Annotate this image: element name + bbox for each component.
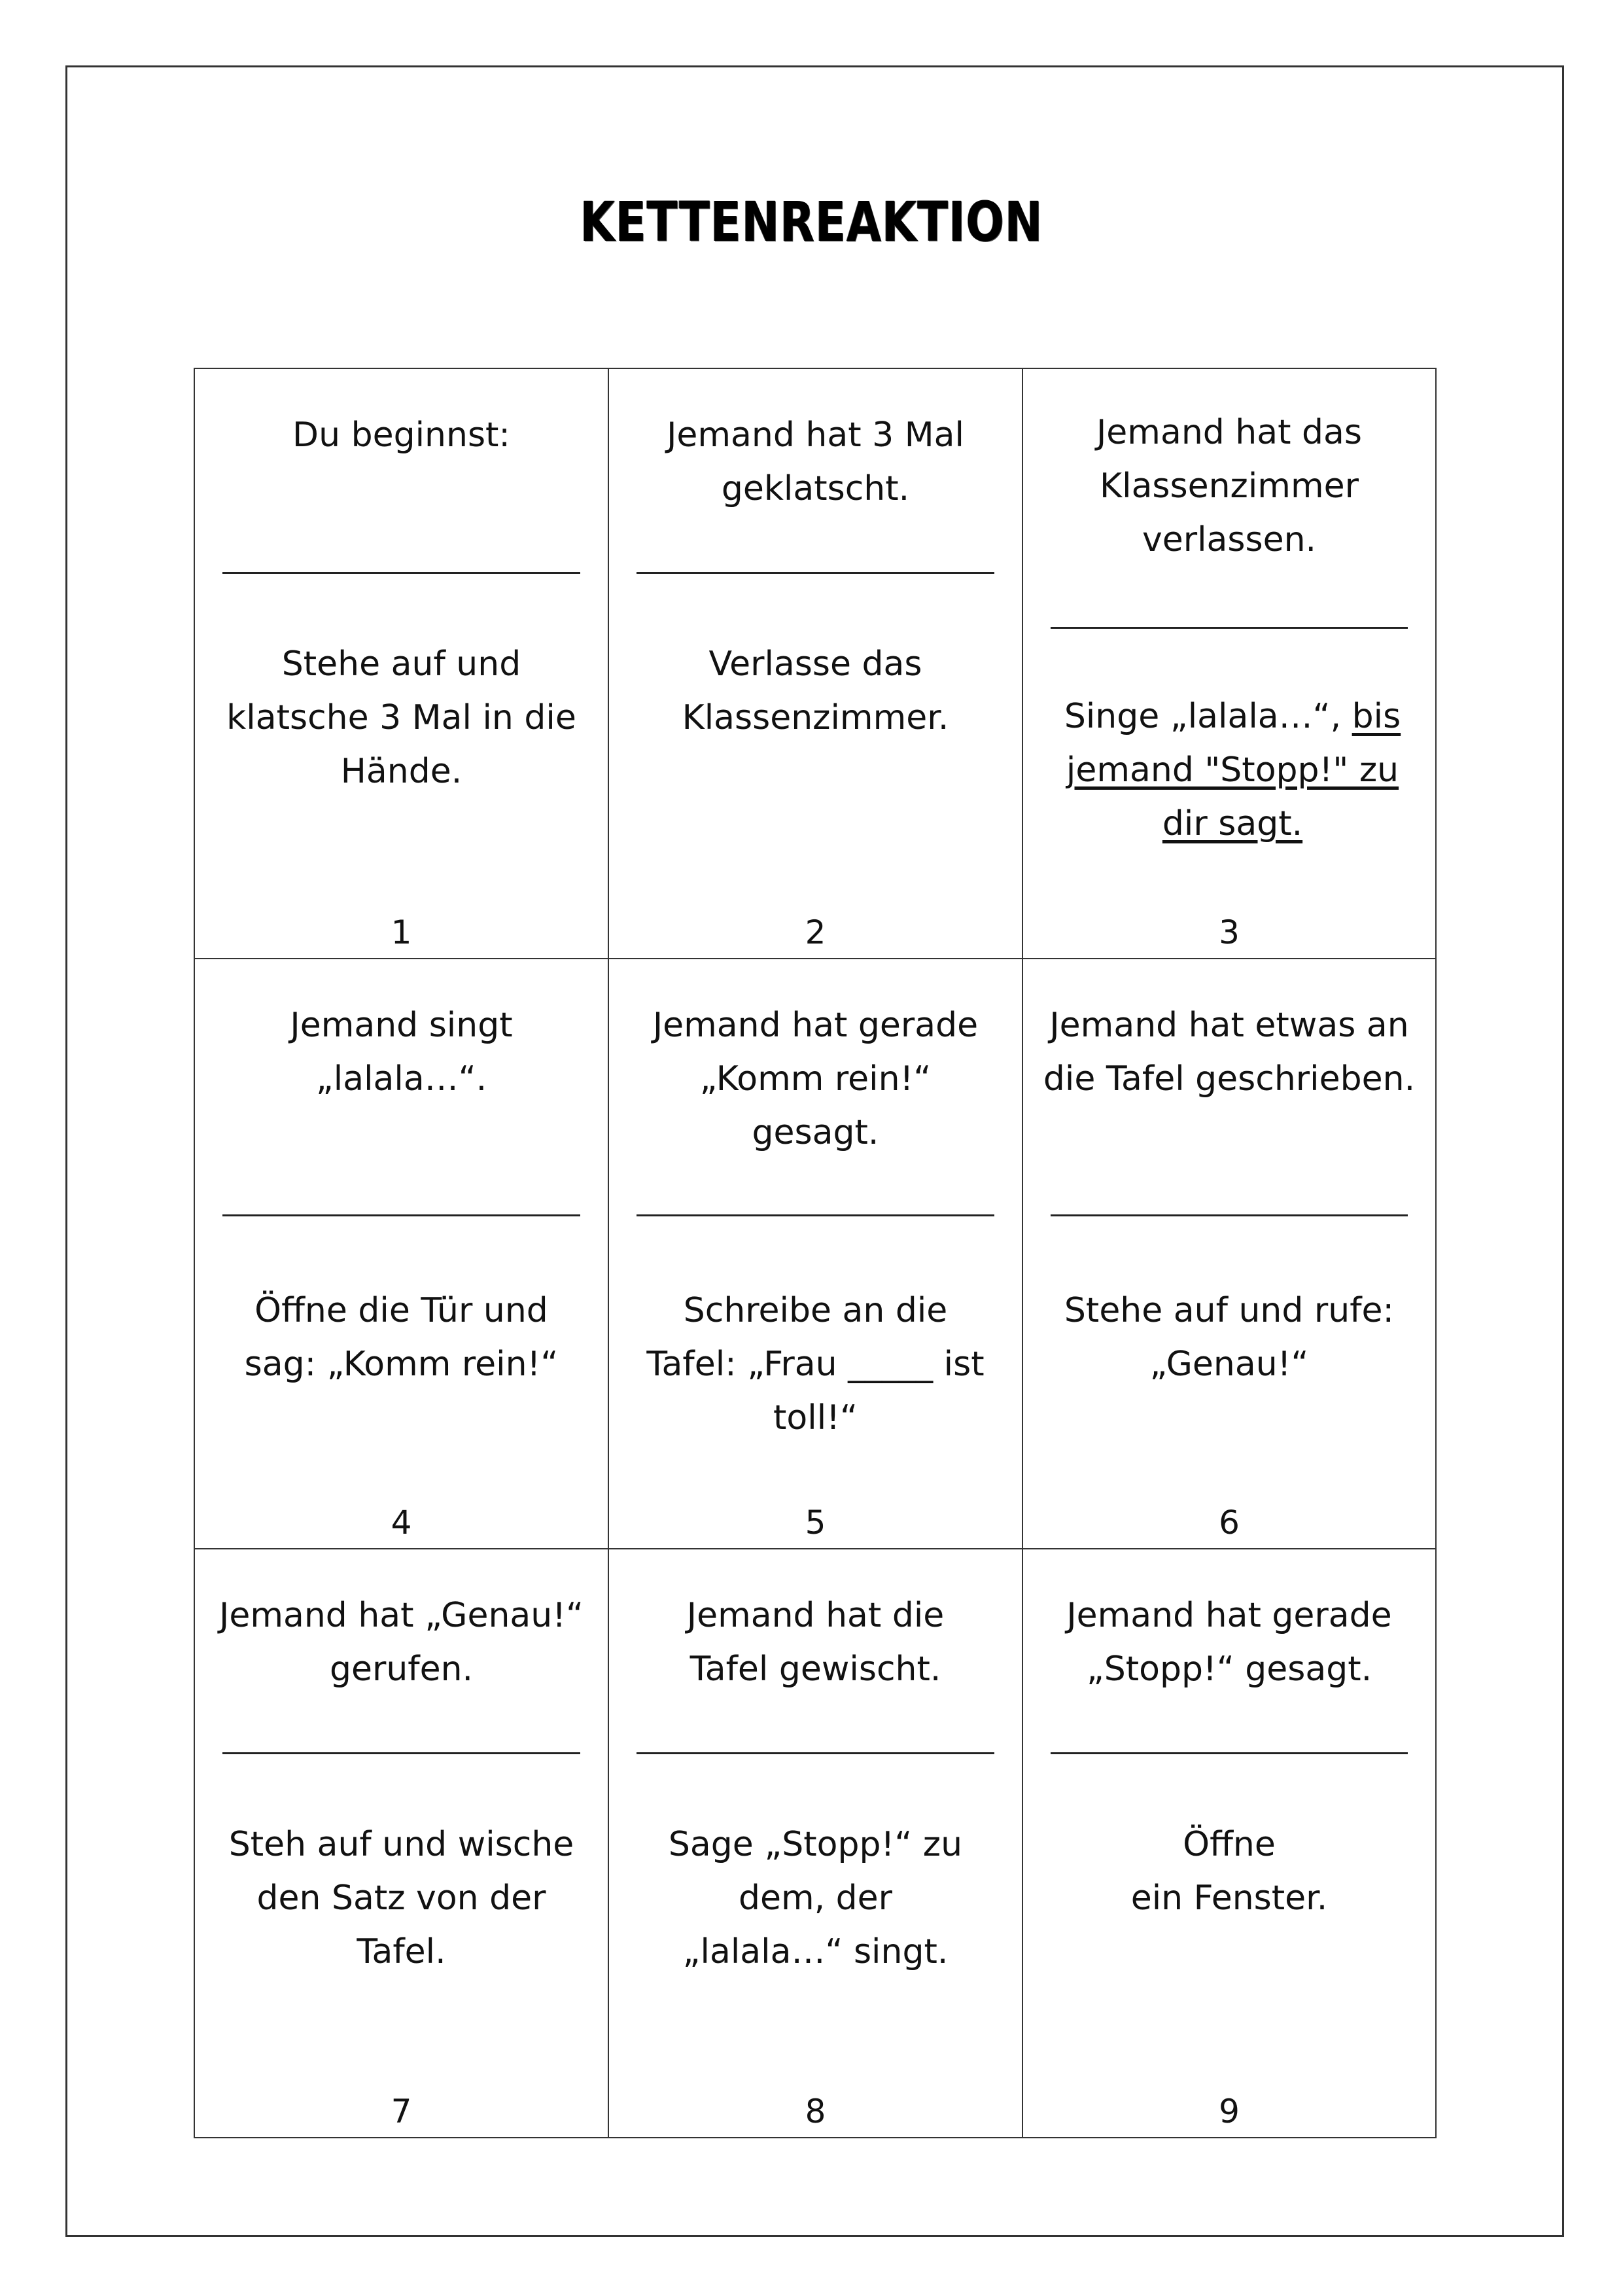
card-4 (195, 959, 609, 1549)
card-divider (222, 1214, 580, 1216)
card-trigger: Du beginnst: (292, 415, 510, 455)
card-divider (1051, 1214, 1408, 1216)
page-title: KETTENREAKTION (580, 190, 1043, 254)
card-trigger: Jemand hat das Klassenzimmer verlassen. (1096, 413, 1363, 559)
card-6 (1023, 959, 1437, 1549)
card-action-text: Singe „lalala…“, (1064, 697, 1352, 736)
card-number: 8 (805, 2093, 826, 2130)
card-action: Stehe auf und rufe: „Genau!“ (1064, 1291, 1395, 1384)
card-number: 3 (1219, 913, 1240, 951)
card-action-underlined-text: bis jemand "Stopp!" zu dir sagt. (1066, 697, 1401, 843)
card-action: Verlasse das Klassenzimmer. (682, 645, 949, 737)
card-trigger: Jemand hat „Genau!“ gerufen. (218, 1596, 584, 1689)
card-action-line: Öffne (1183, 1825, 1276, 1864)
card-number: 2 (805, 913, 826, 951)
card-divider (637, 1752, 994, 1754)
card-number: 7 (391, 2093, 412, 2130)
card-1 (195, 369, 609, 959)
card-trigger: Jemand hat etwas an die Tafel geschrieben. (1043, 1006, 1416, 1099)
card-number: 1 (391, 913, 412, 951)
card-trigger: Jemand hat gerade „Stopp!“ gesagt. (1066, 1596, 1392, 1689)
card-number: 4 (391, 1504, 412, 1542)
card-action: Sage „Stopp!“ zu dem, der „lalala…“ singt. (668, 1825, 963, 1971)
card-5 (609, 959, 1023, 1549)
card-number: 5 (805, 1504, 826, 1542)
card-action (1049, 1818, 1409, 1925)
card-divider (1051, 1752, 1408, 1754)
card-divider (222, 572, 580, 574)
card-action (1062, 690, 1403, 851)
card-action: Stehe auf und klatsche 3 Mal in die Hände. (226, 645, 576, 791)
card-divider (1051, 627, 1408, 629)
card-9 (1023, 1549, 1437, 2138)
card-divider (637, 572, 994, 574)
card-8 (609, 1549, 1023, 2138)
card-action: Öffne die Tür und sag: „Komm rein!“ (244, 1291, 559, 1384)
card-number: 6 (1219, 1504, 1240, 1542)
card-2 (609, 369, 1023, 959)
card-7 (195, 1549, 609, 2138)
card-trigger: Jemand singt „lalala…“. (290, 1006, 513, 1099)
card-action: Schreibe an die Tafel: „Frau _____ ist toll!“ (646, 1291, 985, 1438)
card-trigger: Jemand hat gerade „Komm rein!“ gesagt. (652, 1006, 979, 1152)
card-grid (194, 368, 1437, 2138)
card-divider (222, 1752, 580, 1754)
card-action: Steh auf und wische den Satz von der Tafel. (228, 1825, 574, 1971)
card-action-line: ein Fenster. (1130, 1879, 1328, 1918)
card-3 (1023, 369, 1437, 959)
card-divider (637, 1214, 994, 1216)
card-trigger: Jemand hat die Tafel gewischt. (686, 1596, 945, 1689)
card-number: 9 (1219, 2093, 1240, 2130)
card-trigger: Jemand hat 3 Mal geklatscht. (667, 415, 964, 508)
